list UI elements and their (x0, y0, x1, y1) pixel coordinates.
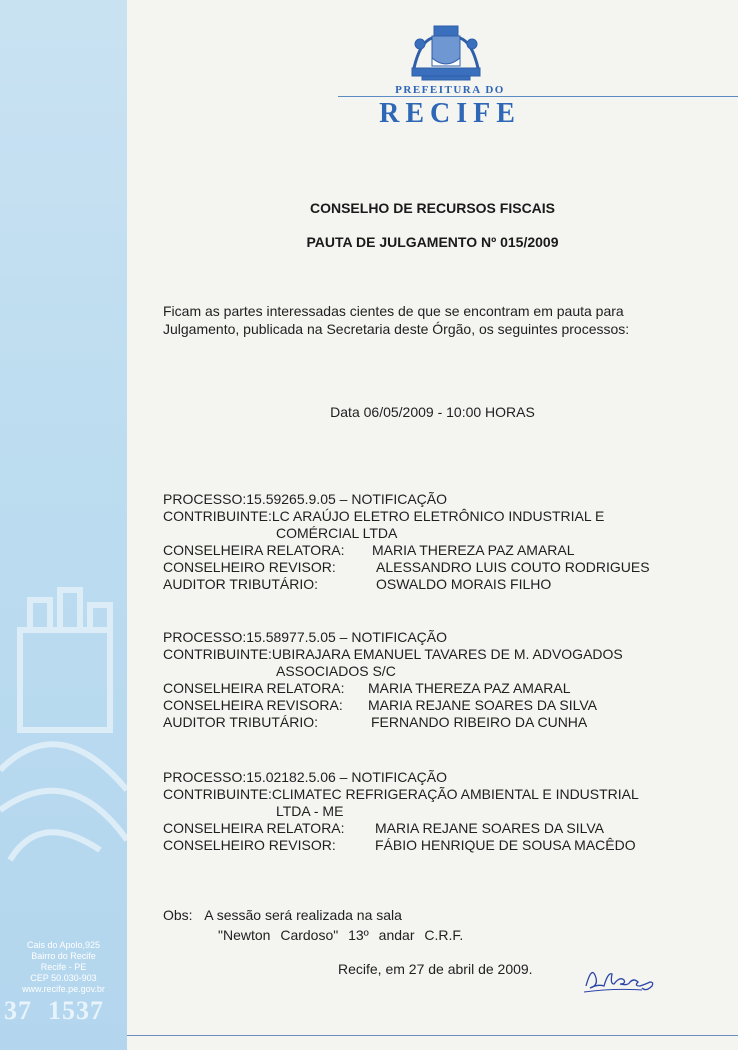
address-line: Recife - PE (40, 962, 87, 972)
intro-paragraph (163, 302, 703, 338)
obs-line: A sessão será realizada na sala (204, 907, 402, 923)
reporter-name: MARIA THEREZA PAZ AMARAL (368, 680, 571, 696)
reporter-label: CONSELHEIRA RELATORA: (163, 542, 345, 558)
year-left: 37 (4, 996, 32, 1025)
session-datetime: Data 06/05/2009 - 10:00 HORAS (330, 404, 535, 420)
process-block-3 (163, 769, 703, 854)
process-number: PROCESSO:15.59265.9.05 – NOTIFICAÇÃO (163, 491, 448, 507)
reviewer-label: CONSELHEIRO REVISOR: (163, 837, 336, 853)
reviewer-label: CONSELHEIRA REVISORA: (163, 697, 343, 713)
reporter-row (163, 820, 703, 837)
auditor-row (163, 576, 703, 593)
address-line: Cais do Apolo,925 (26, 940, 101, 950)
contributor: CONTRIBUINTE:CLIMATEC REFRIGERAÇÃO AMBIENTAL E INDUSTRIAL (163, 786, 639, 802)
reporter-label: CONSELHEIRA RELATORA: (163, 820, 345, 836)
reporter-row (163, 542, 703, 559)
brand-recife: RECIFE (379, 98, 521, 129)
document-title: CONSELHO DE RECURSOS FISCAIS (309, 200, 556, 216)
address-website[interactable]: www.recife.pe.gov.br (22, 984, 105, 994)
founding-year (4, 996, 120, 1026)
intro-line: Ficam as partes interessadas cientes de que se encontram em pauta para (163, 303, 624, 319)
brand-prefeitura: PREFEITURA DO (395, 84, 505, 96)
observation-note (163, 905, 463, 945)
reviewer-row (163, 837, 703, 854)
reporter-row (163, 680, 703, 697)
auditor-label: AUDITOR TRIBUTÁRIO: (163, 576, 319, 592)
obs-line: "Newton Cardoso" 13º andar C.R.F. (218, 927, 464, 943)
handwritten-signature (580, 958, 670, 998)
reviewer-name: ALESSANDRO LUIS COUTO RODRIGUES (376, 559, 650, 575)
address-block (0, 940, 127, 995)
place-and-date: Recife, em 27 de abril de 2009. (338, 961, 533, 977)
sidebar-band (0, 0, 127, 1050)
reporter-name: MARIA THEREZA PAZ AMARAL (372, 542, 575, 558)
auditor-name: OSWALDO MORAIS FILHO (376, 576, 552, 592)
reporter-label: CONSELHEIRA RELATORA: (163, 680, 345, 696)
reviewer-label: CONSELHEIRO REVISOR: (163, 559, 336, 575)
auditor-name: FERNANDO RIBEIRO DA CUNHA (371, 714, 588, 730)
reviewer-name: FÁBIO HENRIQUE DE SOUSA MACÊDO (375, 837, 636, 853)
contributor-continuation: ASSOCIADOS S/C (276, 663, 396, 679)
city-emblem-watermark (0, 560, 127, 890)
address-line: Bairro do Recife (31, 951, 96, 961)
reviewer-row (163, 697, 703, 714)
contributor-continuation: LTDA - ME (276, 803, 344, 819)
document-subtitle: PAUTA DE JULGAMENTO Nº 015/2009 (306, 234, 559, 250)
obs-label: Obs: (163, 907, 193, 923)
reporter-name: MARIA REJANE SOARES DA SILVA (375, 820, 604, 836)
reviewer-row (163, 559, 703, 576)
coat-of-arms-logo (406, 24, 486, 82)
auditor-label: AUDITOR TRIBUTÁRIO: (163, 714, 319, 730)
contributor: CONTRIBUINTE:UBIRAJARA EMANUEL TAVARES DE M. ADVOGADOS (163, 646, 623, 662)
process-block-2 (163, 629, 703, 731)
process-block-1 (163, 491, 703, 593)
header-divider (338, 96, 738, 97)
intro-line: Julgamento, publicada na Secretaria deste Órgão, os seguintes processos: (163, 321, 630, 337)
process-number: PROCESSO:15.02182.5.06 – NOTIFICAÇÃO (163, 769, 448, 785)
contributor-continuation: COMÉRCIAL LTDA (276, 525, 398, 541)
process-number: PROCESSO:15.58977.5.05 – NOTIFICAÇÃO (163, 629, 448, 645)
contributor: CONTRIBUINTE:LC ARAÚJO ELETRO ELETRÔNICO INDUSTRIAL E (163, 508, 605, 524)
auditor-row (163, 714, 703, 731)
address-line: CEP 50.030-903 (30, 973, 97, 983)
footer-divider (127, 1035, 738, 1036)
year-right: 1537 (48, 996, 104, 1025)
reviewer-name: MARIA REJANE SOARES DA SILVA (368, 697, 597, 713)
